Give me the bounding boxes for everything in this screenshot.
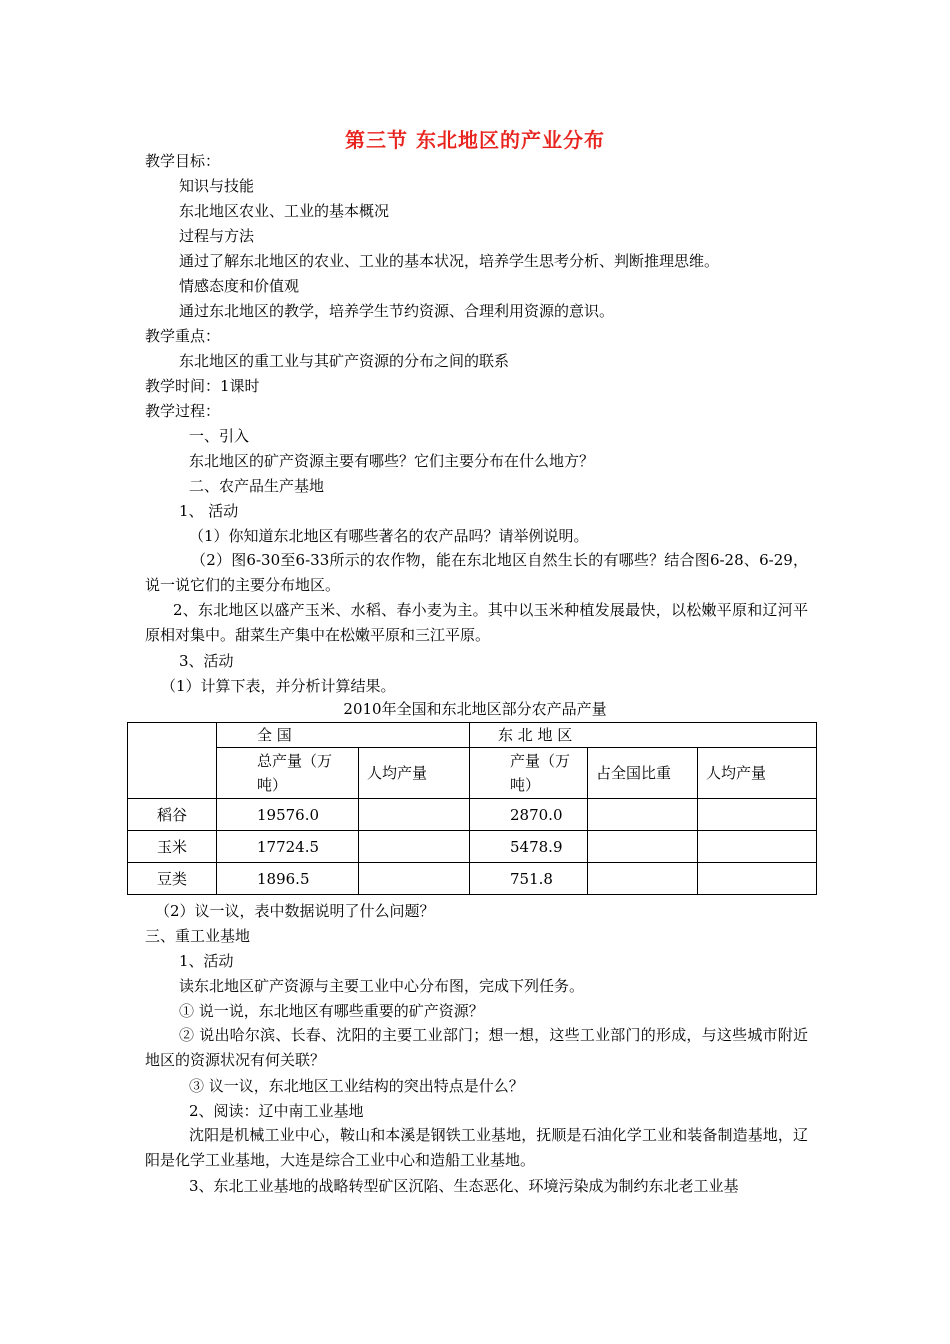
header-per-capita-northeast: 人均产量 [698,748,817,799]
knowledge-heading: 知识与技能 [179,177,255,195]
national-output: 1896.5 [217,863,359,895]
section-industry: 三、重工业基地 [145,927,251,945]
header-northeast: 东 北 地 区 [470,723,817,748]
key-point-heading: 教学重点： [145,327,221,345]
teaching-process-heading: 教学过程： [145,402,221,420]
activity-1: 1、 活动 [179,502,239,520]
intro-question: 东北地区的矿产资源主要有哪些？它们主要分布在什么地方？ [189,452,595,470]
goal-heading: 教学目标： [145,152,221,170]
question-1: （1）你知道东北地区有哪些著名的农产品吗？请举例说明。 [189,527,589,545]
industry-activity: 1、活动 [179,952,234,970]
calc-instruction: （1）计算下表，并分析计算结果。 [161,677,396,695]
crop-name: 稻谷 [128,799,217,831]
header-national: 全 国 [217,723,470,748]
header-per-capita-national: 人均产量 [359,748,470,799]
emotion-text: 通过东北地区的教学，培养学生节约资源、合理利用资源的意识。 [179,302,615,320]
header-output-northeast: 产量（万吨） [470,748,588,799]
knowledge-text: 东北地区农业、工业的基本概况 [179,202,390,220]
process-method-text: 通过了解东北地区的农业、工业的基本状况，培养学生思考分析、判断推理思维。 [179,252,720,270]
industry-read-instruction: 读东北地区矿产资源与主要工业中心分布图，完成下列任务。 [179,977,585,995]
empty-cell [698,863,817,895]
production-table [127,722,817,895]
paragraph-3: 3、东北工业基地的战略转型矿区沉陷、生态恶化、环境污染成为制约东北老工业基 [189,1177,739,1195]
crop-name: 玉米 [128,831,217,863]
emotion-heading: 情感态度和价值观 [179,277,300,295]
empty-cell [359,799,470,831]
reading-text: 沈阳是机械工业中心，鞍山和本溪是钢铁工业基地，抚顺是石油化学工业和装备制造基地，辽阳是化学工业基地，大连是综合工业中心和造船工业基地。 [145,1126,808,1169]
question-2: （2）图6-30至6-33所示的农作物，能在东北地区自然生长的有哪些？结合图6-28、6-29，说一说它们的主要分布地区。 [145,551,808,594]
paragraph-2: 2、东北地区以盛产玉米、水稻、春小麦为主。其中以玉米种植发展最快，以松嫩平原和辽河平原相对集中。甜菜生产集中在松嫩平原和三江平原。 [145,601,808,644]
crop-name: 豆类 [128,863,217,895]
empty-cell [698,831,817,863]
table-row [128,863,817,895]
northeast-output: 751.8 [470,863,588,895]
empty-cell [588,831,698,863]
national-output: 19576.0 [217,799,359,831]
header-empty-cell [128,723,217,799]
reading-heading: 2、阅读：辽中南工业基地 [189,1102,364,1120]
empty-cell [698,799,817,831]
page-title: 第三节 东北地区的产业分布 [345,128,605,152]
process-method-heading: 过程与方法 [179,227,255,245]
header-share-of-national: 占全国比重 [588,748,698,799]
activity-3: 3、活动 [179,652,234,670]
discuss-question: （2）议一议，表中数据说明了什么问题？ [155,902,435,920]
table-caption: 2010年全国和东北地区部分农产品产量 [343,700,607,718]
header-total-output: 总产量（万吨） [217,748,359,799]
empty-cell [359,831,470,863]
northeast-output: 5478.9 [470,831,588,863]
industry-question-3: ③ 议一议，东北地区工业结构的突出特点是什么？ [189,1077,524,1095]
key-point-text: 东北地区的重工业与其矿产资源的分布之间的联系 [179,352,510,370]
industry-question-1: ① 说一说，东北地区有哪些重要的矿产资源？ [179,1002,484,1020]
section-intro: 一、引入 [189,427,250,445]
empty-cell [359,863,470,895]
teaching-time: 教学时间：1课时 [145,377,260,395]
northeast-output: 2870.0 [470,799,588,831]
empty-cell [588,863,698,895]
table-row [128,831,817,863]
table-row [128,799,817,831]
section-agriculture: 二、农产品生产基地 [189,477,325,495]
industry-question-2: ② 说出哈尔滨、长春、沈阳的主要工业部门；想一想，这些工业部门的形成，与这些城市附近地区的资源状况有何关联？ [145,1026,808,1069]
national-output: 17724.5 [217,831,359,863]
empty-cell [588,799,698,831]
